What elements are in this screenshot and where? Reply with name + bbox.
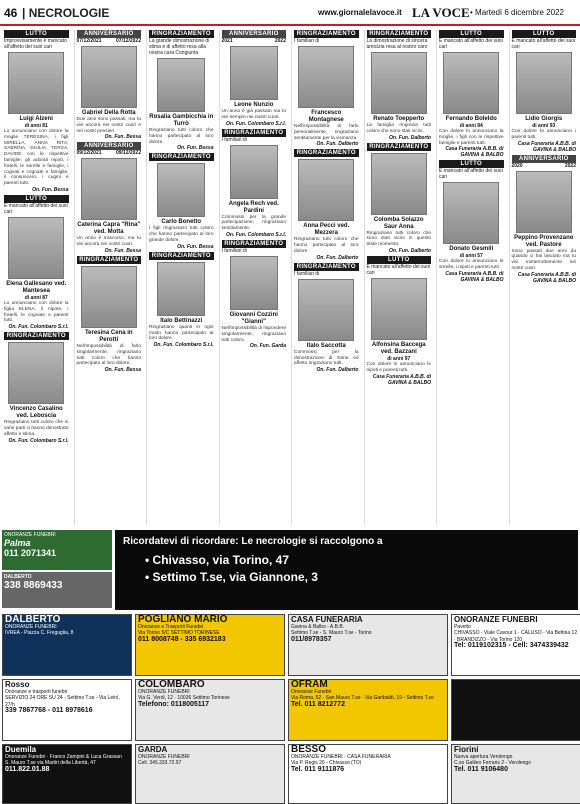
funeral-home-signature: On. Fun. Dalberto <box>316 141 359 148</box>
notice-category: LUTTO <box>439 30 504 38</box>
funeral-home-ad[interactable] <box>135 744 285 804</box>
year-start: 09/12/2021 <box>76 150 102 157</box>
notice-category: RINGRAZIAMENTO <box>149 153 214 161</box>
funeral-home-signature: On. Fun. Colombaro S.r.l. <box>8 437 69 444</box>
obituary-notice <box>222 30 287 127</box>
ad-address: Via P. Regis 26 - Chivasso (TO) <box>291 760 362 766</box>
palma-ad-title: ONORANZE FUNEBRI <box>4 532 56 538</box>
deceased-photo <box>157 262 205 316</box>
deceased-name: Giovanni Cozzini "Gianni" <box>229 311 278 325</box>
palma-ad[interactable] <box>2 530 112 570</box>
notice-category: RINGRAZIAMENTO <box>222 240 287 248</box>
year-start: 07/12/2021 <box>76 38 102 44</box>
ad-phone: Telefono: 0118005117 <box>138 700 210 708</box>
reminder-location-chivasso: • Chivasso, via Torino, 47 <box>145 553 290 567</box>
ad-address: Cell. 345.333.72.97 <box>138 760 182 766</box>
anniversary-years <box>512 163 577 169</box>
notice-text: Ringraziano tutti coloro che sono stati vicini in questo triste momento. <box>366 230 431 248</box>
page-header <box>0 0 580 26</box>
notice-category: ANNIVERSARIO <box>512 155 577 163</box>
deceased-name: Italo Bettinazzi <box>160 317 203 324</box>
ad-subtitle: Nuova apertura Verolengo <box>454 753 513 760</box>
notice-intro: I familiari di <box>294 38 320 44</box>
notice-intro: È mancato all'affetto dei suoi cari <box>439 168 503 181</box>
year-start: 2021 <box>221 38 233 44</box>
notice-text: Ringraziano quanti in ogni modo hanno partecipato al loro dolore. <box>149 324 214 342</box>
notice-category: ANNIVERSARIO <box>222 30 287 38</box>
site-url[interactable]: www.giornalelavoce.it <box>318 8 402 17</box>
notice-text: Un anno è già passato ma tu vivi sempre nei nostri cuori. <box>221 109 286 120</box>
ad-phone: Tel. 011 9106480 <box>454 765 508 773</box>
ad-subtitle: Onoranze e Trasporti Funebri <box>138 623 204 630</box>
obituary-notice <box>439 30 504 158</box>
deceased-photo <box>371 153 427 215</box>
ad-address: SERVIZIO 24 ORE SU 24 · Settimo T.se - Via Leinì, 27/h <box>5 695 120 708</box>
obituary-notice <box>149 30 214 151</box>
deceased-photo <box>230 145 278 199</box>
obituary-notice <box>512 155 577 284</box>
notice-intro: La dimostrazione di sincera amicizia resa al nostro caro <box>366 38 428 50</box>
deceased-photo <box>8 342 64 404</box>
funeral-home-signature: On. Fun. Bessa <box>104 247 141 254</box>
funeral-home-signature: Casa Funeraria A.B.B. di GAVINA & BALBO <box>445 270 504 283</box>
ad-subtitle: ONORANZE FUNEBRI <box>138 688 190 695</box>
deceased-name: Francesco Montagnese <box>308 110 344 123</box>
obituary-column <box>509 30 579 526</box>
year-end: 09/12/2022 <box>115 150 141 157</box>
year-end: 07/12/2022 <box>115 38 141 44</box>
ad-subtitle: Onoranze Funebri · Franco Zampini & Luca Grassan <box>5 753 122 760</box>
deceased-name: Rosalia Gambicchia in Turrò <box>149 114 214 127</box>
notice-intro: La grande dimostrazione di stima e di affetto resa alla nostra cara Congiunta <box>149 38 210 56</box>
deceased-name: Donato Gesmili <box>449 246 494 253</box>
reminder-box <box>115 530 578 610</box>
deceased-name: Anna Pecci ved. Mezzera <box>303 223 350 237</box>
deceased-photo <box>81 158 137 220</box>
dalberto-small-ad-phone: 338 8869433 <box>4 580 63 591</box>
ad-subtitle: ONORANZE FUNEBRI <box>138 753 190 760</box>
year-start: 2020 <box>511 162 523 169</box>
deceased-photo <box>371 52 427 114</box>
obituary-column <box>74 30 144 526</box>
obituary-notice <box>294 30 359 147</box>
notice-intro: È mancato all'affetto dei suoi cari <box>511 38 576 50</box>
notice-category: RINGRAZIAMENTO <box>294 149 359 157</box>
notice-category: RINGRAZIAMENTO <box>4 332 69 340</box>
ad-subtitle: Gavina & Balbo - A.B.B. <box>291 623 345 630</box>
funeral-home-signature: On. Fun. Bessa <box>177 145 214 152</box>
notice-intro: È mancato all'affetto dei suoi cari <box>4 202 68 215</box>
funeral-home-ad[interactable] <box>2 744 132 804</box>
ad-address: Settimo T.se - S. Mauro T.se - Torino <box>291 630 372 636</box>
notice-text: Con dolore lo annunciano le sorelle, i nipoti e parenti tutti. <box>439 259 504 271</box>
notice-text: Con dolore lo annunciano i parenti tutti. <box>511 129 576 140</box>
ad-title: GARDA <box>138 745 168 754</box>
ad-address: IVREA - Piazza C. Freguglia, 8 <box>5 630 74 636</box>
ad-phone: 011 8008748 - 335 6932183 <box>138 635 226 643</box>
funeral-home-ad[interactable] <box>2 614 132 676</box>
deceased-age: di anni 93 <box>532 123 556 129</box>
deceased-name: Vincenzo Casalino ved. Leboscia <box>9 406 63 420</box>
ad-title: Rosso <box>5 680 30 689</box>
notice-category: RINGRAZIAMENTO <box>149 252 214 260</box>
deceased-name: Elena Gallesano ved. Mantesea <box>6 280 67 294</box>
notice-category: RINGRAZIAMENTO <box>222 129 287 137</box>
funeral-ads-grid <box>2 614 578 802</box>
deceased-name: Alfonsina Baccega ved. Bazzani <box>371 341 426 355</box>
funeral-home-signature: Casa Funeraria A.B.B. di GAVINA & BALBO <box>445 146 504 159</box>
section-title: | NECROLOGIE <box>22 6 110 20</box>
ad-address: CHIVASSO - Viale Cavour 1 · CALUSO - Via Bettoia 12 · BRANDIZZO - Via Torino 120 <box>454 630 578 643</box>
ad-address: Via G. Verdi, 12 · 10036 Settimo Torinese <box>138 695 230 701</box>
deceased-photo <box>8 217 64 279</box>
funeral-home-signature: On. Fun. Bessa <box>32 186 69 193</box>
newspaper-logo: LA VOCE <box>412 5 470 20</box>
deceased-name: Caterina Capra "Rina" ved. Motta <box>77 222 141 236</box>
notice-text: Lo annunciano con dolore la figlia ELENA, il nipote, i fratelli, le cognate e parenti tutti. <box>4 300 69 324</box>
funeral-home-signature: On. Fun. Colombaro S.r.l. <box>225 231 286 238</box>
deceased-name: Colomba Solazzo Saur Anna <box>373 216 424 230</box>
deceased-name: Angela Rech ved. Pardini <box>228 200 279 214</box>
funeral-home-signature: On. Fun. Colombaro S.r.l. <box>153 342 214 349</box>
reminder-banner-row <box>2 530 578 610</box>
ad-title: BESSO <box>291 744 327 755</box>
deceased-name: Gabriel Della Rotta <box>81 110 136 116</box>
deceased-age: di anni 97 <box>387 355 411 362</box>
obituary-notice <box>4 195 69 330</box>
obituary-notice <box>149 252 214 348</box>
reminder-title: Ricordatevi di ricordare: Le necrologie si raccolgono a <box>123 536 383 547</box>
obituary-notice <box>222 129 287 238</box>
notice-category: RINGRAZIAMENTO <box>294 30 359 38</box>
notice-text: Ringraziano tutti coloro che in varie parti ci hanno dimostrato affetto e stima. <box>4 420 69 437</box>
funeral-home-signature: On. Fun. Bessa <box>104 367 141 374</box>
year-end: 2022 <box>274 38 286 44</box>
banner-ads <box>2 530 112 610</box>
ad-title: POGLIANO MARIO <box>138 614 228 625</box>
notice-intro: È mancato all'affetto dei suoi cari <box>439 38 503 50</box>
funeral-home-signature: Casa Funeraria A.B.B. di GAVINA & BALBO <box>372 373 431 386</box>
notice-text: Lo annunciano con dolore la moglie TERESINA, i figli MIRELLA, ANNA RITA, SABRINA, GIULIA, TERSA, DAVIDE con le rispettive famiglie, gli adorati nipoti, i fratelli, le sorelle e famiglie, i cognati e cognate e famiglie, il consuocero, i cugini e parenti tutti. <box>4 129 69 187</box>
deceased-name: Fernando Boleldo <box>445 116 497 122</box>
notice-intro: I familiari di <box>221 247 247 254</box>
notice-text: Ringraziano tutti coloro che hanno partecipato al loro dolore. <box>149 128 214 145</box>
obituary-notice <box>4 30 69 193</box>
anniversary-years <box>77 38 142 44</box>
obituary-notice <box>512 30 577 153</box>
deceased-name: Renato Toepperto <box>373 116 425 122</box>
deceased-photo <box>81 46 137 108</box>
obituary-notice <box>222 240 287 349</box>
ad-subtitle: Onoranze Funebri <box>291 688 332 695</box>
funeral-home-signature: On. Fun. Bessa <box>177 243 214 250</box>
obituary-column <box>219 30 289 526</box>
ad-address: C.so Galileo Ferraris 2 - Verolengo <box>454 760 531 766</box>
deceased-photo <box>8 52 64 114</box>
dalberto-small-ad[interactable] <box>2 572 112 608</box>
notice-category: LUTTO <box>4 30 69 38</box>
deceased-photo <box>443 52 499 114</box>
deceased-photo <box>81 266 137 328</box>
deceased-name: Lidio Giorgis <box>525 116 563 122</box>
notice-text: Nell'impossibilità di farlo personalmente, ringraziano sentitamente per la vicinanza. <box>294 124 359 141</box>
ad-title: Duemila <box>5 745 37 754</box>
ad-title: Fiorini <box>454 745 479 754</box>
ad-address: Via Roma, 52 - San Mauro T.se · Via Garibaldi, 19 - Settimo T.se <box>291 695 434 701</box>
reminder-location-settimo: • Settimo T.se, via Giannone, 3 <box>145 570 318 584</box>
funeral-home-ad[interactable] <box>451 744 580 804</box>
ad-title: DALBERTO <box>5 614 61 625</box>
obituary-column <box>436 30 506 526</box>
obituary-column <box>364 30 434 526</box>
obituary-notice <box>367 256 432 386</box>
palma-ad-phone: 011 2071341 <box>4 548 57 558</box>
deceased-age: di anni 81 <box>24 123 48 129</box>
funeral-home-signature: On. Fun. Dalberto <box>316 367 359 374</box>
notice-text: I figli ringraziano tutti coloro che hanno partecipato al loro grande dolore. <box>149 226 214 243</box>
funeral-home-signature: On. Fun. Colombaro S.r.l. <box>225 120 286 127</box>
ad-title: OFRAM <box>291 679 328 690</box>
funeral-home-ad[interactable] <box>135 679 285 741</box>
deceased-name: Leone Nunzio <box>234 102 274 108</box>
ad-phone: Tel. 011 9111876 <box>291 765 345 773</box>
obituary-notice <box>77 256 142 373</box>
year-end: 2022 <box>564 162 576 169</box>
notice-text: Commossi per la grande partecipazione, ringraziano sentitamente. <box>221 214 286 232</box>
deceased-photo <box>516 171 572 233</box>
anniversary-years <box>77 150 142 156</box>
obituary-notice <box>439 160 504 283</box>
deceased-name: Italo Saccotta <box>306 342 346 349</box>
ad-subtitle: Pavetto <box>454 623 471 630</box>
ad-subtitle: Onoranze e trasporti funebri <box>5 688 68 695</box>
funeral-home-ad[interactable] <box>288 744 448 804</box>
deceased-photo <box>298 159 354 221</box>
notice-category: LUTTO <box>512 30 577 38</box>
notice-category: LUTTO <box>4 195 69 203</box>
ad-phone: Tel. 011 8212772 <box>291 700 345 708</box>
deceased-age: di anni 84 <box>459 123 483 129</box>
deceased-photo <box>516 52 572 114</box>
deceased-photo <box>157 163 205 217</box>
deceased-photo <box>298 46 354 108</box>
funeral-home-signature: Casa Funeraria A.B.B. di GAVINA & BALBO <box>517 271 576 284</box>
obituary-notice <box>294 149 359 260</box>
funeral-home-ad[interactable] <box>2 679 132 741</box>
notice-text: Un anno è trascorso, ma tu vivi ancora nei nostri cuori. <box>76 236 141 248</box>
notice-intro: Improvvisamente è mancato all'affetto dei suoi cari <box>4 38 67 50</box>
ad-address: S. Mauro T.se via Martiri della Libertà, 47 <box>5 760 96 766</box>
notice-category: RINGRAZIAMENTO <box>294 263 359 271</box>
funeral-home-ad[interactable] <box>451 614 580 676</box>
notice-text: Ringraziano tutti coloro che hanno partecipato al loro dolore. <box>294 237 359 254</box>
deceased-name: Teresina Cena in Perotti <box>84 329 133 343</box>
funeral-home-ad[interactable] <box>288 679 448 741</box>
deceased-name: Luigi Alzeni <box>19 116 53 122</box>
obituary-notice <box>294 263 359 373</box>
ad-title: COLOMBARO <box>138 679 205 690</box>
notice-text: La famiglia ringrazia tutti coloro che sono stati vicini. <box>366 123 431 134</box>
dalberto-small-ad-title: DALBERTO <box>4 574 32 580</box>
obituary-column <box>2 30 71 526</box>
obituary-notice <box>77 30 142 140</box>
notice-category: ANNIVERSARIO <box>77 30 142 38</box>
issue-date: • Martedì 6 dicembre 2022 <box>470 8 564 17</box>
funeral-home-ad[interactable] <box>451 679 580 741</box>
ad-phone: 339 7867768 - 011 8978616 <box>5 707 93 714</box>
ad-address: Via Torino 5/C SETTIMO TORINESE <box>138 630 220 636</box>
obituary-column <box>146 30 216 526</box>
ad-phone: Tel: 0119102315 - Cell: 3474339432 <box>454 642 569 649</box>
notice-intro: I familiari di <box>221 136 247 143</box>
deceased-photo <box>230 256 278 310</box>
deceased-photo <box>443 182 499 244</box>
notice-category: LUTTO <box>367 256 432 264</box>
notice-text: Nell'impossibilità di rispondere singolarmente, ringraziano tutti coloro. <box>221 325 286 343</box>
notice-category: LUTTO <box>439 160 504 168</box>
page-number: 46 <box>4 6 18 20</box>
ad-title: CASA FUNERARIA <box>291 615 363 624</box>
deceased-name: Peppino Provenzano ved. Pastore <box>514 234 574 248</box>
notice-intro: I familiari di <box>294 270 320 277</box>
funeral-home-signature: On. Fun. Dalberto <box>389 134 431 141</box>
funeral-home-signature: On. Fun. Colombaro S.r.l. <box>8 324 69 331</box>
funeral-home-signature: On. Fun. Dalberto <box>316 254 359 261</box>
notice-category: RINGRAZIAMENTO <box>77 256 142 264</box>
deceased-photo <box>298 279 354 341</box>
notice-intro: È mancato all'affetto dei suoi cari <box>366 263 431 276</box>
deceased-name: Carlo Bonetto <box>161 219 202 226</box>
ad-phone: 011.822.01.88 <box>5 765 50 773</box>
obituary-notice <box>367 143 432 254</box>
deceased-photo <box>371 278 427 340</box>
notice-category: RINGRAZIAMENTO <box>367 30 432 38</box>
funeral-home-signature: On. Fun. Garda <box>249 343 286 350</box>
notice-text: Due anni sono passati, ma tu vivi ancora nei nostri cuori e nei nostri pensieri. <box>76 117 141 134</box>
funeral-home-ad[interactable] <box>288 614 448 676</box>
notice-text: Con dolore lo annunciano la moglie, i figli con le rispettive famiglie e parenti tutti. <box>439 129 504 146</box>
obituary-notice <box>149 153 214 249</box>
notice-text: Commossi per la dimostrazione di stima ed affetto ringraziano tutti. <box>294 349 359 367</box>
notice-category: ANNIVERSARIO <box>77 142 142 150</box>
obituary-notice <box>367 30 432 141</box>
palma-ad-name: Palma <box>4 538 31 548</box>
funeral-home-ad[interactable] <box>135 614 285 676</box>
deceased-photo <box>230 46 278 100</box>
ad-title: ONORANZE FUNEBRI <box>454 615 538 624</box>
notice-category: RINGRAZIAMENTO <box>149 30 214 38</box>
obituary-grid <box>2 30 578 526</box>
obituary-column <box>291 30 361 526</box>
notice-text: Con dolore lo annunciano le nipoti e parenti tutti. <box>366 361 431 373</box>
notice-text: Sono passati due anni da quando ci hai lasciato ma tu vivi ininterrottamente nei nostri cuori. <box>511 248 576 271</box>
deceased-age: di anni 87 <box>24 294 48 301</box>
notice-category: RINGRAZIAMENTO <box>367 143 432 151</box>
anniversary-years <box>222 38 287 44</box>
deceased-age: di anni 57 <box>459 253 483 260</box>
funeral-home-signature: Casa Funeraria A.B.B. di GAVINA & BALBO <box>517 140 576 153</box>
obituary-notice <box>4 332 69 443</box>
funeral-home-signature: On. Fun. Dalberto <box>389 247 431 254</box>
notice-text: Nell'impossibilità di farlo singolarmente, ringraziano tutti coloro che hanno partecipato al loro dolore. <box>76 343 141 367</box>
funeral-home-signature: On. Fun. Bessa <box>104 134 141 141</box>
deceased-photo <box>157 58 205 112</box>
ad-phone: 011/8978357 <box>291 635 332 643</box>
ad-subtitle: ONORANZE FUNEBRI · CASA FUNERARIA <box>291 753 391 760</box>
ad-subtitle: ONORANZE FUNEBRI <box>5 623 57 630</box>
obituary-notice <box>77 142 142 254</box>
